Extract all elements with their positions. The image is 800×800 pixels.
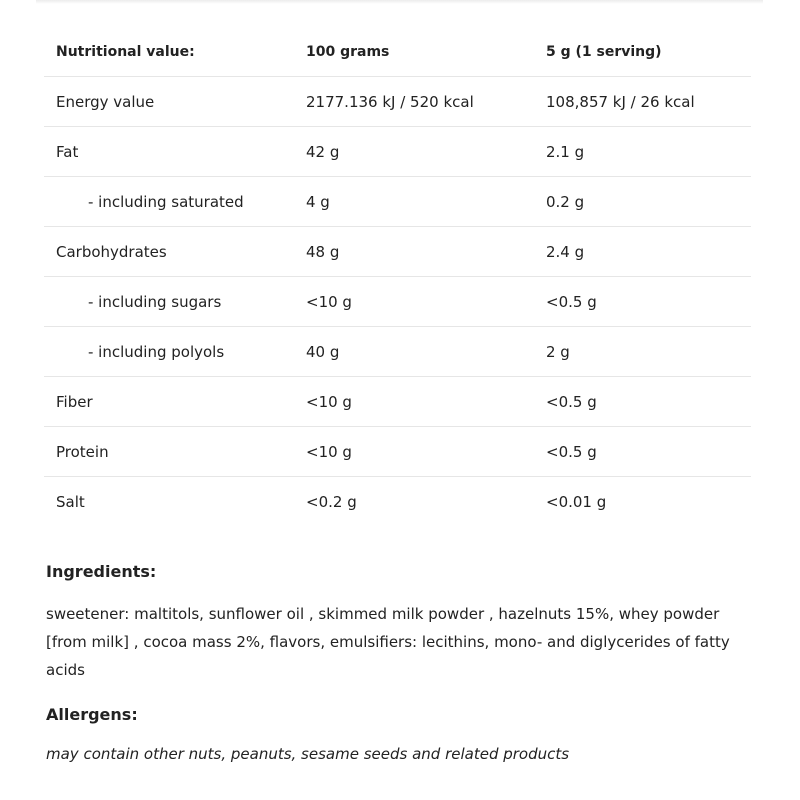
allergens-text: may contain other nuts, peanuts, sesame seeds and related products xyxy=(46,745,570,763)
value-per-serving: 0.2 g xyxy=(534,177,751,227)
table-row xyxy=(44,127,751,177)
nutrient-name: Fat xyxy=(44,127,294,177)
table-row xyxy=(44,377,751,427)
table-row xyxy=(44,427,751,477)
nutrient-name: Energy value xyxy=(44,77,294,127)
table-row xyxy=(44,227,751,277)
value-per-serving: <0.01 g xyxy=(546,492,607,511)
value-per-100g: <10 g xyxy=(294,377,534,427)
top-divider xyxy=(36,0,763,4)
nutrient-name: Fiber xyxy=(44,377,294,427)
table-row xyxy=(44,327,751,377)
ingredients-text: sweetener: maltitols, sunflower oil , skimmed milk powder , hazelnuts 15%, whey powder [from milk] , cocoa mass 2%, flavors, emulsifiers: lecithins, mono- and diglycerides of fatty acids xyxy=(46,605,730,679)
value-per-serving: <0.5 g xyxy=(534,377,751,427)
value-per-100g: 2177.136 kJ / 520 kcal xyxy=(294,77,534,127)
value-per-100g: <0.2 g xyxy=(306,492,357,511)
nutrient-name: - including saturated xyxy=(44,177,294,227)
nutrition-table xyxy=(44,27,751,526)
header-100-grams: 100 grams xyxy=(294,27,534,77)
value-per-serving: 108,857 kJ / 26 kcal xyxy=(534,77,751,127)
header-nutritional-value: Nutritional value: xyxy=(44,27,294,77)
value-per-serving: <0.5 g xyxy=(534,277,751,327)
header-per-serving: 5 g (1 serving) xyxy=(534,27,751,77)
value-per-serving: 2.1 g xyxy=(534,127,751,177)
value-per-100g: 4 g xyxy=(294,177,534,227)
value-per-serving: 2.4 g xyxy=(534,227,751,277)
value-per-100g: 40 g xyxy=(294,327,534,377)
table-header-row xyxy=(44,27,751,77)
nutrient-name: - including sugars xyxy=(44,277,294,327)
value-per-100g: 48 g xyxy=(294,227,534,277)
value-per-serving: <0.5 g xyxy=(534,427,751,477)
table-row xyxy=(44,77,751,127)
nutrient-name: - including polyols xyxy=(44,327,294,377)
value-per-serving: 2 g xyxy=(534,327,751,377)
value-per-100g: <10 g xyxy=(294,427,534,477)
table-row xyxy=(44,477,751,527)
allergens-heading: Allergens: xyxy=(46,705,138,724)
nutrient-name: Salt xyxy=(56,492,85,511)
value-per-100g: 42 g xyxy=(294,127,534,177)
nutrient-name: Protein xyxy=(44,427,294,477)
value-per-100g: <10 g xyxy=(294,277,534,327)
nutrient-name: Carbohydrates xyxy=(44,227,294,277)
nutrition-table-body xyxy=(44,77,751,527)
ingredients-heading: Ingredients: xyxy=(46,562,157,581)
table-row xyxy=(44,177,751,227)
table-row xyxy=(44,277,751,327)
